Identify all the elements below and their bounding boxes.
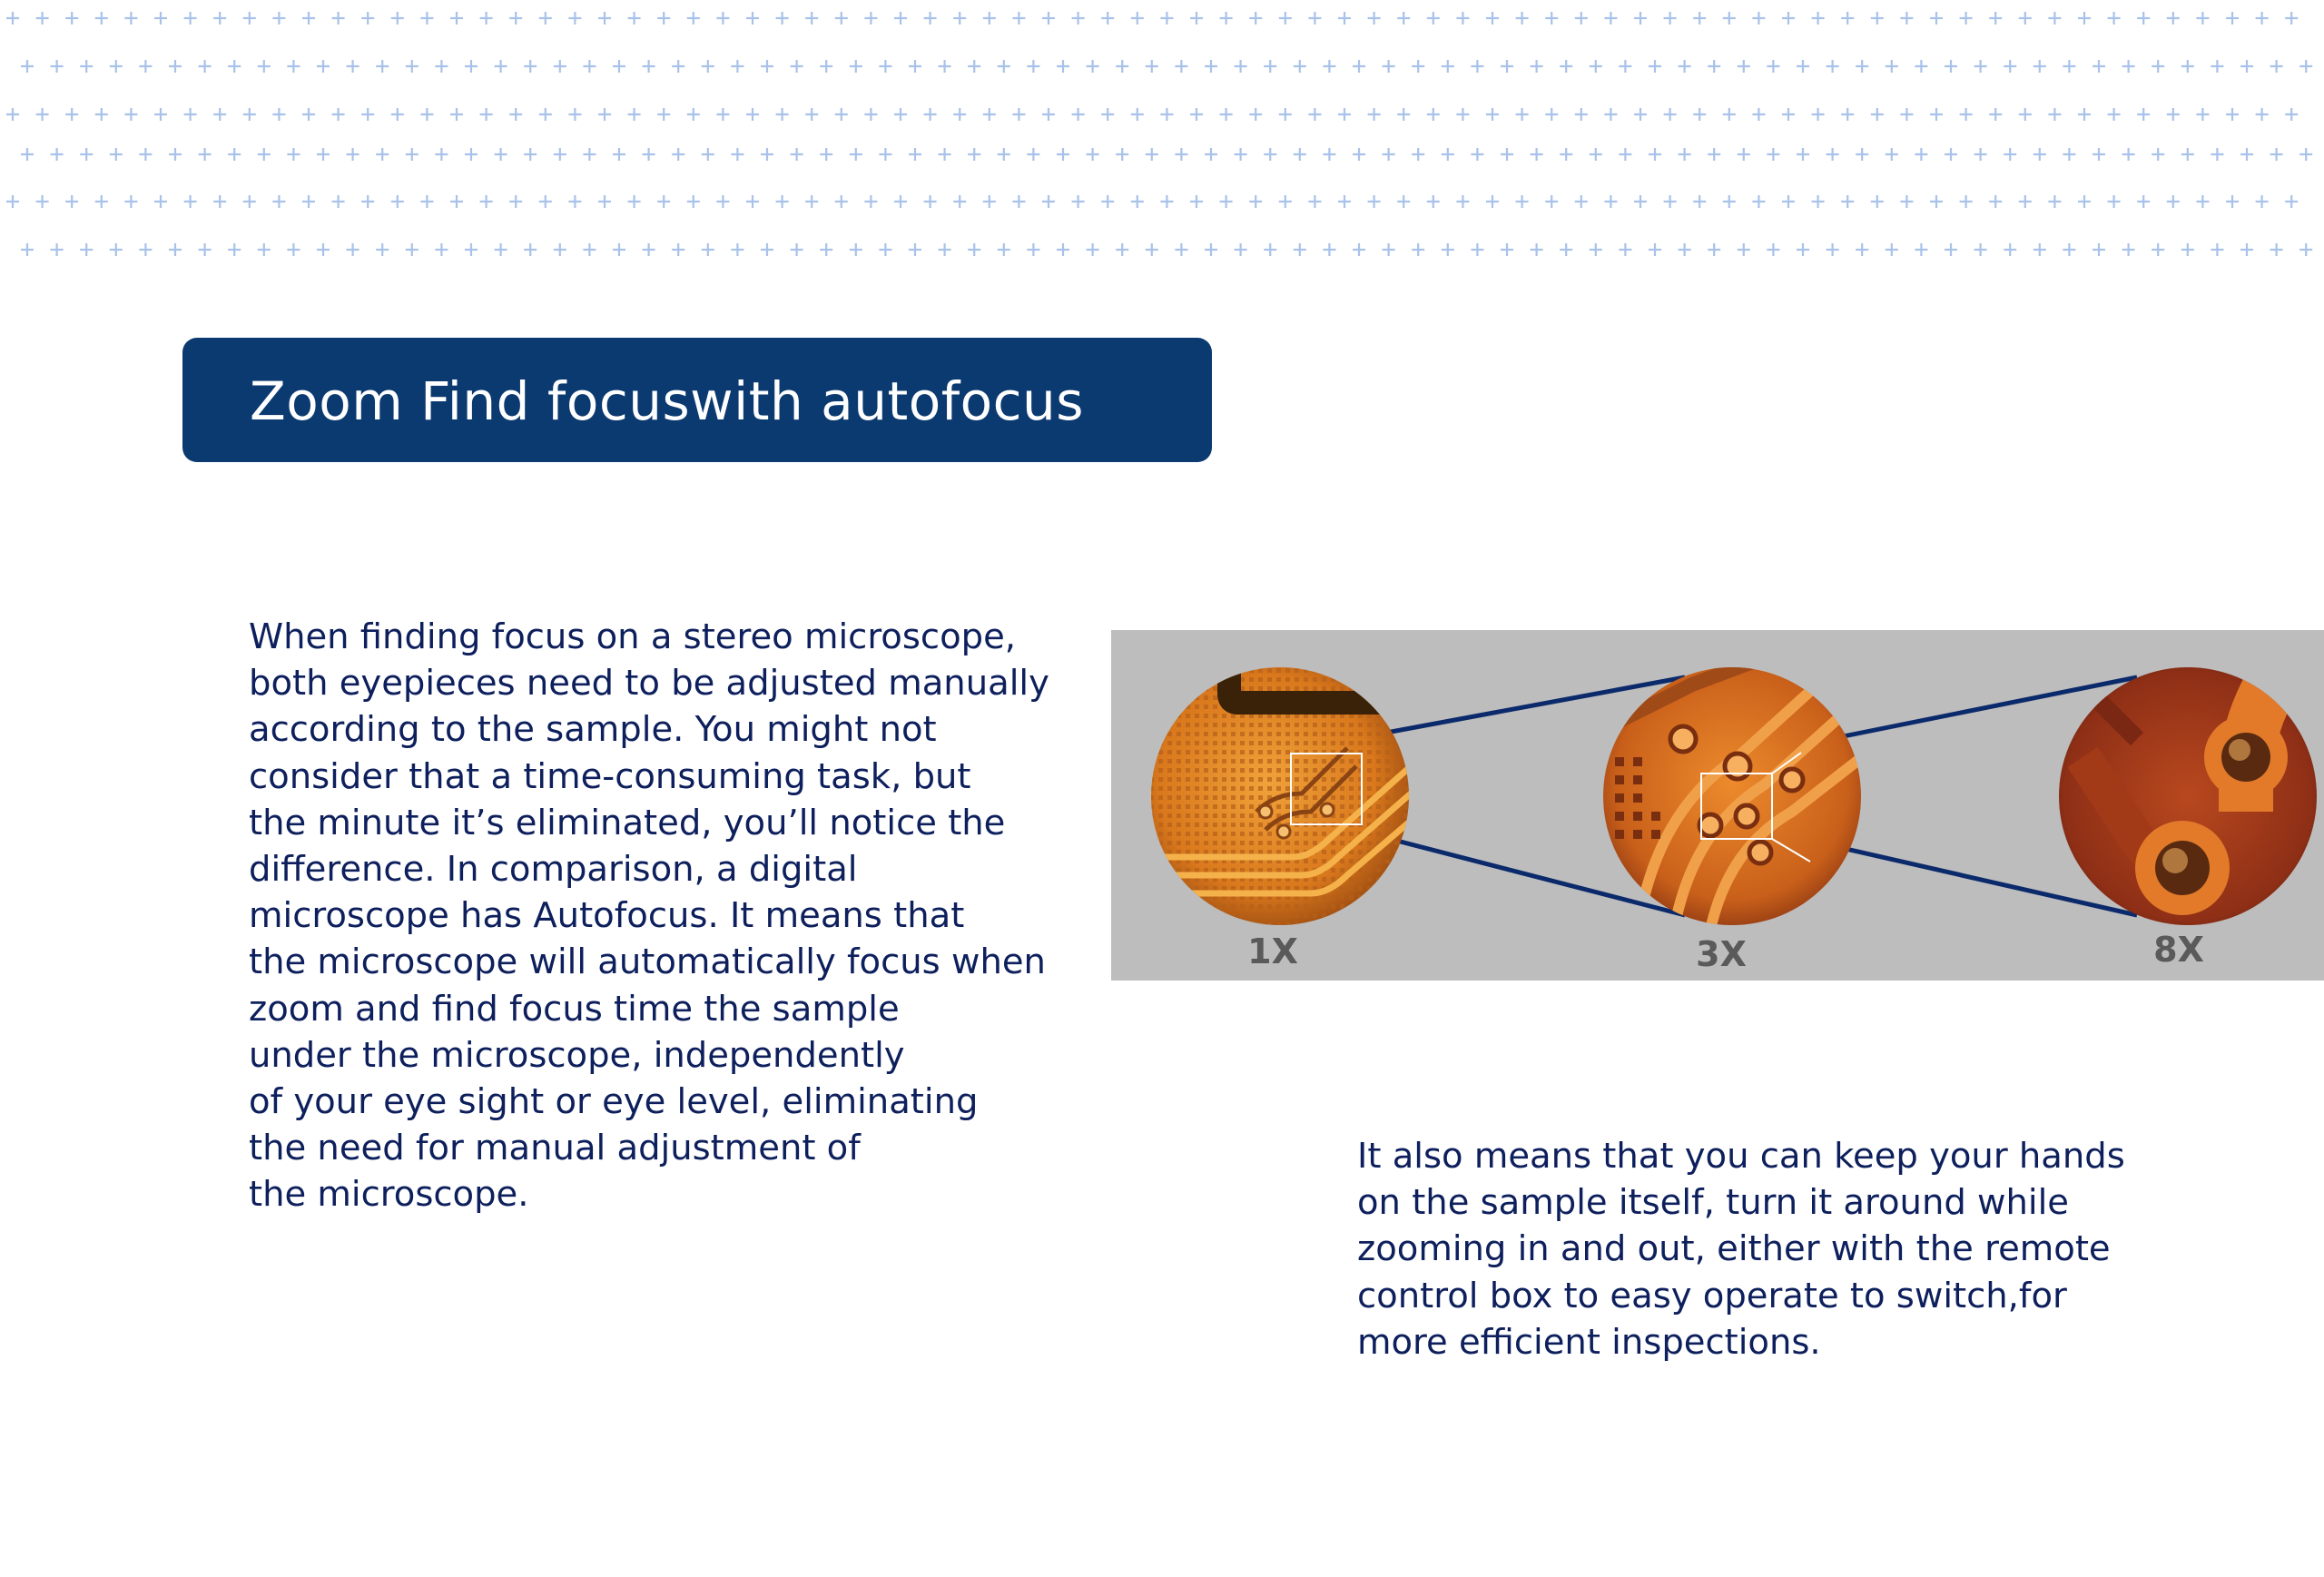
paragraph-line: the microscope. xyxy=(249,1174,529,1216)
paragraph-line: difference. In comparison, a digital xyxy=(249,849,858,891)
zoom-illustration xyxy=(1111,630,2324,981)
paragraph-line: zooming in and out, either with the remote xyxy=(1357,1228,2111,1270)
paragraph-line: control box to easy operate to switch,for xyxy=(1357,1275,2067,1316)
paragraph-line: under the microscope, independently xyxy=(249,1034,905,1076)
title-banner xyxy=(182,338,1212,462)
paragraph-line: When finding focus on a stereo microscope, xyxy=(249,616,1017,657)
paragraph-line: consider that a time-consuming task, but xyxy=(249,755,971,797)
pcb-zoom-3x-image xyxy=(1603,657,1874,930)
page-title: Zoom Find focuswith autofocus xyxy=(250,370,1084,432)
pcb-zoom-8x-image xyxy=(2059,666,2317,925)
zoom-label-8x: 8X xyxy=(2153,930,2204,970)
plus-pattern-decoration xyxy=(0,0,2324,272)
plus-sign-marks xyxy=(6,12,2312,256)
hands-free-description-paragraph xyxy=(1357,1133,2125,1365)
paragraph-line: It also means that you can keep your hands xyxy=(1357,1136,2125,1177)
paragraph-line: the microscope will automatically focus when xyxy=(249,941,1046,983)
paragraph-line: microscope has Autofocus. It means that xyxy=(249,895,965,937)
zoom-label-1x: 1X xyxy=(1247,931,1298,971)
paragraph-line: both eyepieces need to be adjusted manually xyxy=(249,663,1049,705)
paragraph-line: more efficient inspections. xyxy=(1357,1321,1821,1363)
zoom-label-3x: 3X xyxy=(1696,934,1747,974)
paragraph-line: of your eye sight or eye level, eliminating xyxy=(249,1081,979,1123)
zoom-levels-figure xyxy=(1111,630,2324,981)
pcb-zoom-1x-image xyxy=(1147,657,1429,939)
autofocus-description-paragraph xyxy=(249,614,1049,1218)
paragraph-line: zoom and find focus time the sample xyxy=(249,988,900,1030)
paragraph-line: the need for manual adjustment of xyxy=(249,1128,861,1169)
paragraph-line: the minute it’s eliminated, you’ll notice the xyxy=(249,802,1006,843)
paragraph-line: according to the sample. You might not xyxy=(249,709,937,751)
paragraph-line: on the sample itself, turn it around while xyxy=(1357,1182,2069,1224)
